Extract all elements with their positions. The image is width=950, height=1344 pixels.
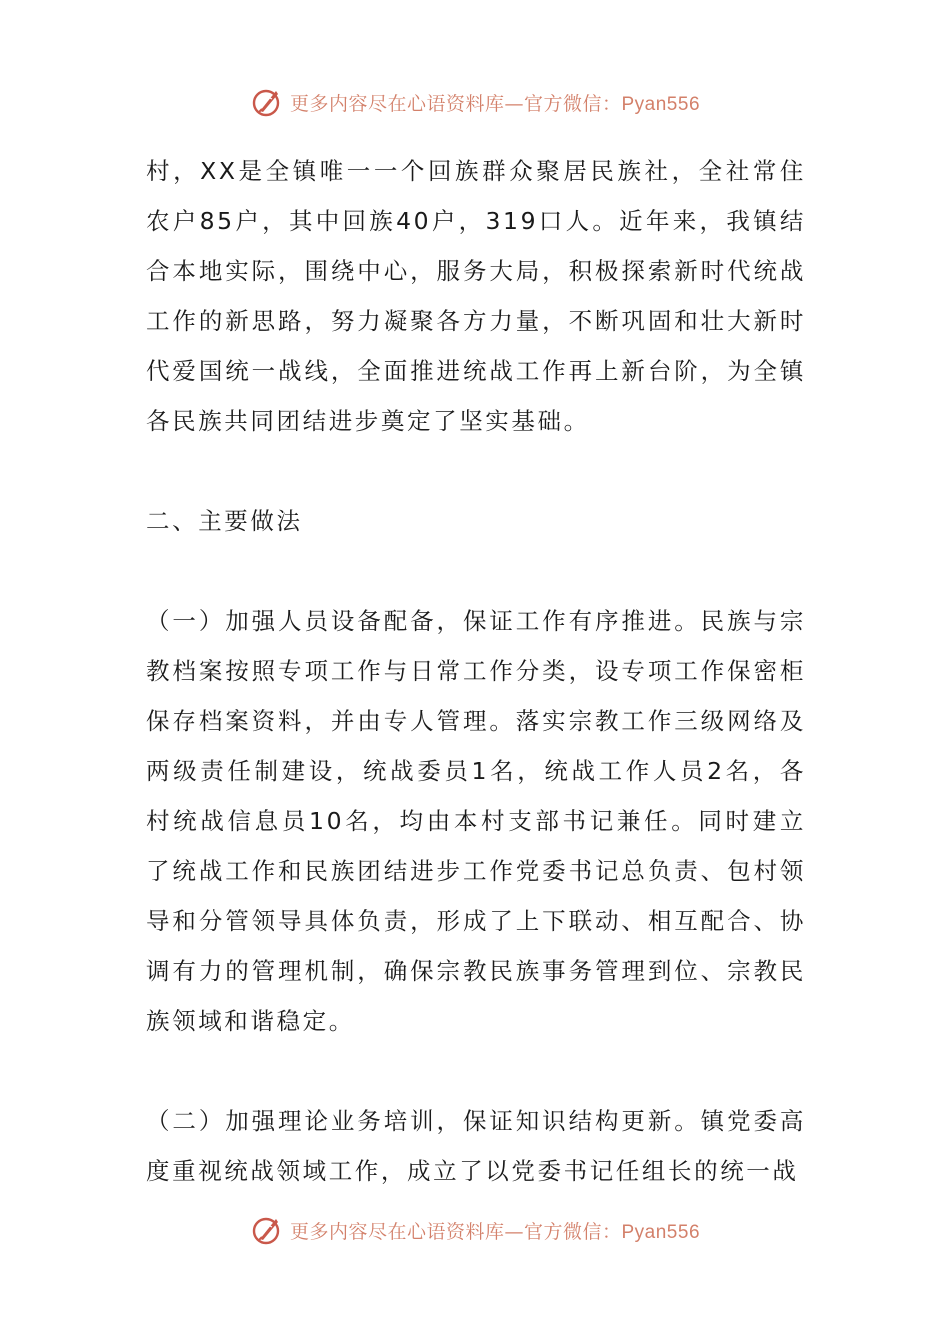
quill-logo-icon <box>250 1213 284 1247</box>
footer-banner <box>0 1210 950 1250</box>
body-paragraph: （二）加强理论业务培训，保证知识结构更新。镇党委高度重视统战领域工作，成立了以党委书记任组长的统一战 <box>146 1107 806 1185</box>
section-heading: 二、主要做法 <box>146 507 303 535</box>
document-body <box>146 146 806 1196</box>
header-banner-text: 更多内容尽在心语资料库—官方微信：Pyan556 <box>289 92 701 115</box>
footer-banner-text: 更多内容尽在心语资料库—官方微信：Pyan556 <box>289 1220 701 1243</box>
body-paragraph: （一）加强人员设备配备，保证工作有序推进。民族与宗教档案按照专项工作与日常工作分类，设专项工作保密柜保存档案资料，并由专人管理。落实宗教工作三级网络及两级责任制建设，统战委员1名，统战工作人员2名，各村统战信息员10名，均由本村支部书记兼任。同时建立了统战工作和民族团结进步工作党委书记总负责、包村领导和分管领导具体负责，形成了上下联动、相互配合、协调有力的管理机制，确保宗教民族事务管理到位、宗教民族领域和谐稳定。 <box>146 607 806 1035</box>
body-paragraph: 村，XX是全镇唯一一个回族群众聚居民族社，全社常住农户85户，其中回族40户，319口人。近年来，我镇结合本地实际，围绕中心，服务大局，积极探索新时代统战工作的新思路，努力凝聚各方力量，不断巩固和壮大新时代爱国统一战线，全面推进统战工作再上新台阶，为全镇各民族共同团结进步奠定了坚实基础。 <box>146 157 806 435</box>
quill-logo-icon <box>250 85 284 119</box>
header-banner <box>0 82 950 122</box>
